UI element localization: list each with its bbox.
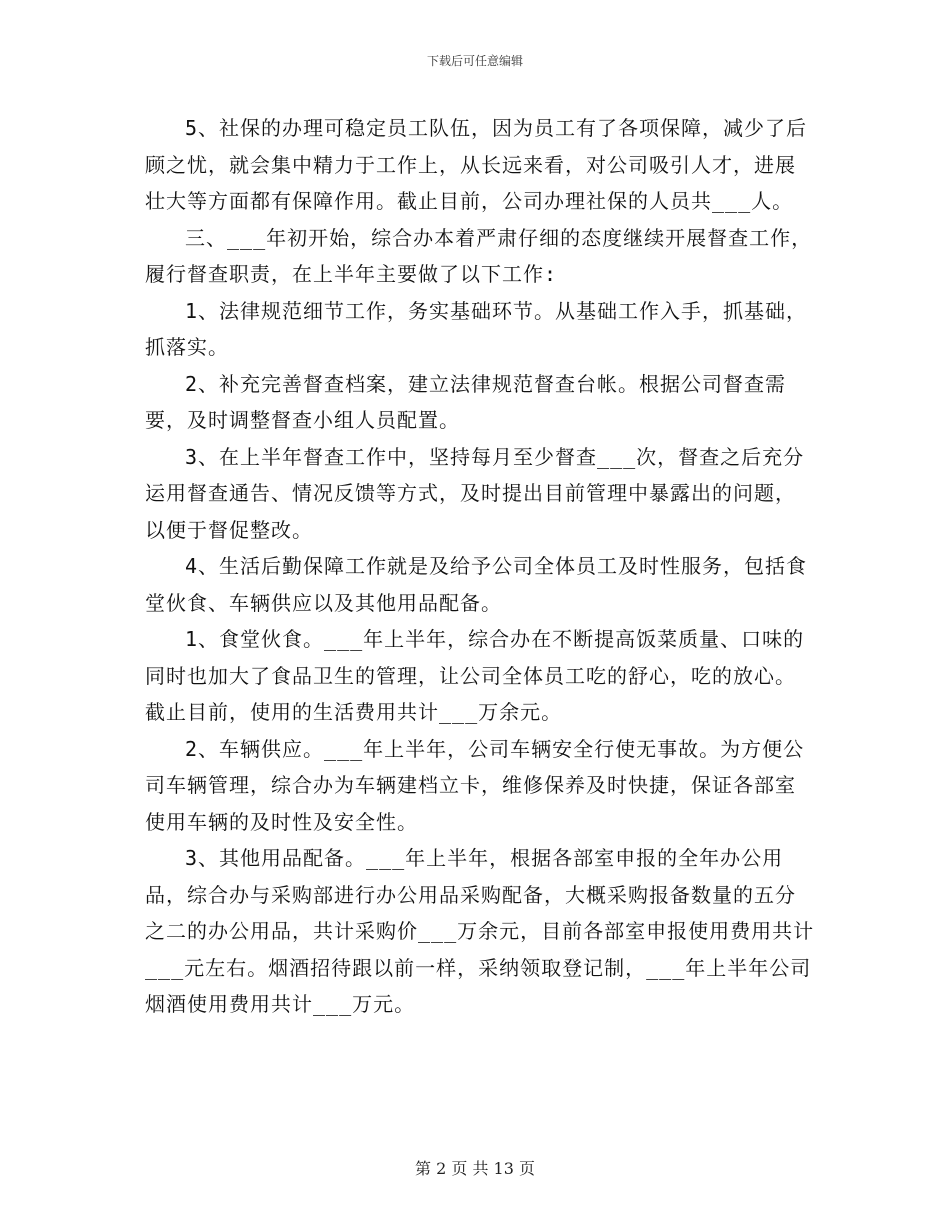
paragraph-logistics-intro: 4、生活后勤保障工作就是及给予公司全体员工及时性服务，包括食堂伙食、车辆供应以及其他用品配备。 [145,554,808,615]
paragraph-vehicles: 2、车辆供应。___年上半年，公司车辆安全行使无事故。为方便公司车辆管理，综合办为车辆建档立卡，维修保养及时快捷，保证各部室使用车辆的及时性及安全性。 [145,736,805,834]
page-number: 第 2 页 共 13 页 [415,1159,535,1178]
document-header-note: 下载后可任意编辑 [426,54,523,68]
paragraph-social-insurance: 5、社保的办理可稳定员工队伍，因为员工有了各项保障，减少了后顾之忧，就会集中精力于工作上，从长远来看，对公司吸引人才，进展壮大等方面都有保障作用。截止目前，公司办理社保的人员共___人。 [145,116,808,213]
paragraph-supervision-item-1: 1、法律规范细节工作，务实基础环节。从基础工作入手，抓基础，抓落实。 [145,298,808,359]
paragraph-supervision-item-2: 2、补充完善督查档案，建立法律规范督查台帐。根据公司督查需要，及时调整督查小组人员配置。 [145,371,787,432]
paragraph-supplies: 3、其他用品配备。___年上半年，根据各部室申报的全年办公用品，综合办与采购部进行办公用品采购配备，大概采购报备数量的五分之二的办公用品，共计采购价___万余元，目前各部室申报使用费用共计___元左右。烟酒招待跟以前一样，采纳领取登记制，___年上半年公司烟酒使用费用共计___万元。 [145,846,815,1016]
paragraph-supervision-intro: 三、___年初开始，综合办本着严肃仔细的态度继续开展督查工作，履行督查职责，在上半年主要做了以下工作: [145,225,813,286]
paragraph-canteen: 1、食堂伙食。___年上半年，综合办在不断提高饭菜质量、口味的同时也加大了食品卫生的管理，让公司全体员工吃的舒心，吃的放心。截止目前，使用的生活费用共计___万余元。 [145,627,805,724]
paragraph-supervision-item-3: 3、在上半年督查工作中，坚持每月至少督查___次，督查之后充分运用督查通告、情况反馈等方式，及时提出目前管理中暴露出的问题，以便于督促整改。 [145,444,805,542]
document-body [145,110,815,1023]
